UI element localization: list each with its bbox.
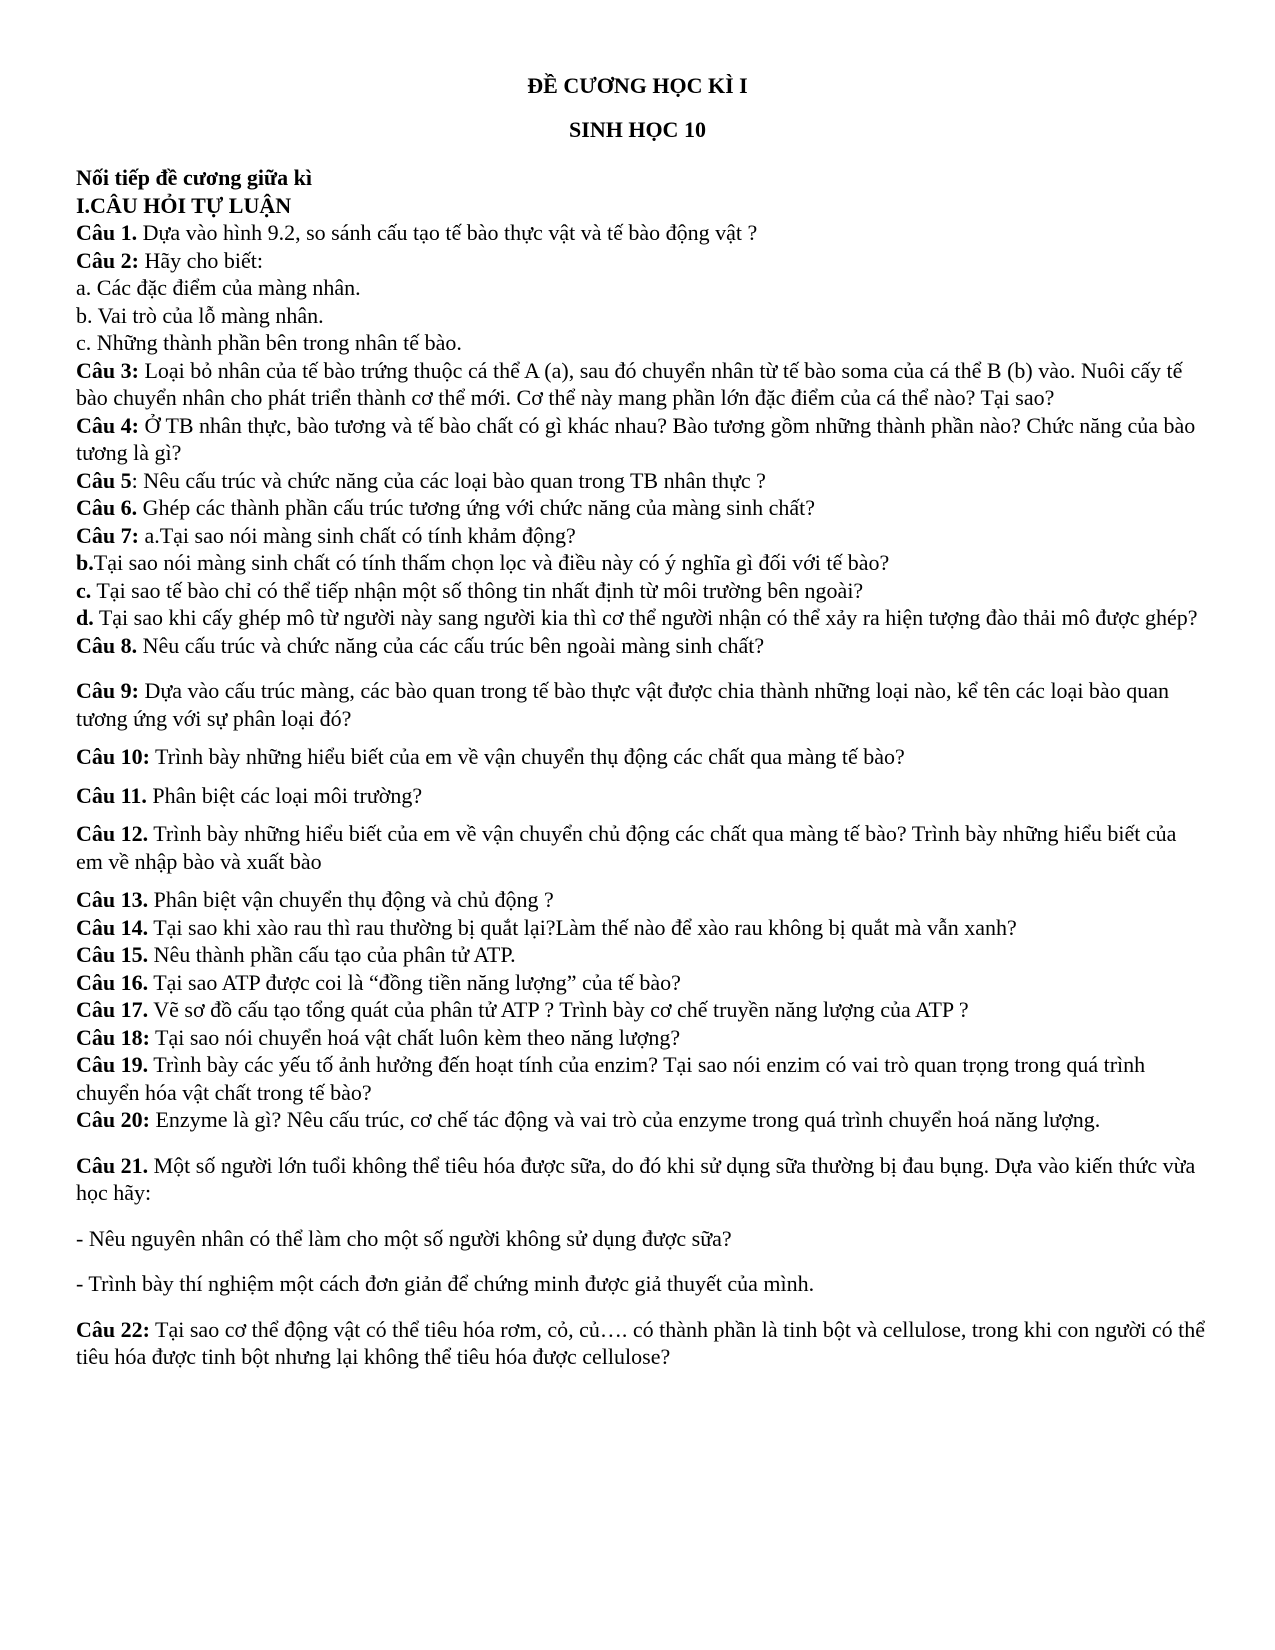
question-14: [76, 914, 1208, 942]
question-7-part-d: [76, 604, 1208, 632]
question-text: Trình bày các yếu tố ảnh hưởng đến hoạt tính của enzim? Tại sao nói enzim có vai trò quan trọng trong quá trình chuyển hóa vật chất trong tế bào?: [76, 1052, 1146, 1105]
question-7-part-b: [76, 549, 1208, 577]
question-15: [76, 941, 1208, 969]
question-13: [76, 886, 1208, 914]
part-text: Tại sao tế bào chỉ có thể tiếp nhận một số thông tin nhất định từ môi trường bên ngoài?: [91, 577, 864, 603]
question-label: Câu 19.: [76, 1052, 149, 1077]
question-text: Phân biệt các loại môi trường?: [146, 782, 423, 808]
question-label: Câu 9:: [76, 678, 139, 703]
question-text: Phân biệt vận chuyển thụ động và chủ động ?: [148, 887, 554, 912]
question-2: [76, 247, 1208, 275]
question-text: Nêu cấu trúc và chức năng của các cấu trúc bên ngoài màng sinh chất?: [137, 632, 765, 658]
question-label: Câu 17.: [76, 997, 149, 1022]
part-label: b.: [76, 550, 94, 575]
question-label: Câu 21.: [76, 1152, 149, 1178]
question-18: [76, 1024, 1208, 1052]
question-label: Câu 7:: [76, 522, 139, 548]
question-10: [76, 743, 1208, 771]
question-label: Câu 20:: [76, 1107, 150, 1132]
question-3: [76, 357, 1208, 412]
question-text: Dựa vào hình 9.2, so sánh cấu tạo tế bào thực vật và tế bào động vật ?: [137, 220, 758, 245]
document-subtitle: SINH HỌC 10: [569, 117, 706, 142]
question-1: [76, 219, 1208, 247]
question-text: Dựa vào cấu trúc màng, các bào quan trong tế bào thực vật được chia thành những loại nào, kể tên các loại bào quan tương ứng với sự phân loại đó?: [76, 678, 1169, 731]
question-text: a.Tại sao nói màng sinh chất có tính khảm động?: [138, 522, 576, 548]
question-label: Câu 15.: [76, 942, 149, 967]
question-text: Tại sao nói chuyển hoá vật chất luôn kèm theo năng lượng?: [149, 1024, 681, 1050]
question-8: [76, 632, 1208, 660]
question-text: Tại sao ATP được coi là “đồng tiền năng lượng” của tế bào?: [148, 969, 681, 995]
question-label: Câu 2:: [76, 247, 139, 273]
question-5: [76, 467, 1208, 495]
question-12: [76, 820, 1208, 875]
question-19: [76, 1051, 1208, 1106]
question-22: [76, 1316, 1208, 1371]
question-text: Ghép các thành phần cấu trúc tương ứng với chức năng của màng sinh chất?: [137, 495, 815, 520]
question-text: Nêu thành phần cấu tạo của phân tử ATP.: [148, 942, 516, 967]
question-label: Câu 10:: [76, 744, 150, 769]
question-label: Câu 18:: [76, 1024, 150, 1050]
question-label: Câu 1.: [76, 220, 138, 245]
question-7: [76, 522, 1208, 550]
question-label: Câu 14.: [76, 914, 149, 940]
question-text: Loại bỏ nhân của tế bào trứng thuộc cá thể A (a), sau đó chuyển nhân từ tế bào soma của cá thể B (b) vào. Nuôi cấy tế bào chuyển nhân cho phát triển thành cơ thể mới. Cơ thể này mang phần lớn đặc điểm của cá thể nào? Tại sao?: [76, 357, 1183, 410]
question-2-part-a: a. Các đặc điểm của màng nhân.: [76, 275, 361, 300]
question-2-part-c: c. Những thành phần bên trong nhân tế bào.: [76, 330, 462, 355]
document-body: [76, 164, 1208, 1371]
question-21-point-2: - Trình bày thí nghiệm một cách đơn giản để chứng minh được giả thuyết của mình.: [76, 1271, 815, 1296]
question-label: Câu 8.: [76, 632, 138, 658]
part-text: Tại sao khi cấy ghép mô từ người này sang người kia thì cơ thể người nhận có thể xảy ra hiện tượng đào thải mô được ghép?: [93, 605, 1198, 630]
part-text: Tại sao nói màng sinh chất có tính thấm chọn lọc và điều này có ý nghĩa gì đối với tế bào?: [93, 550, 890, 575]
question-text: Tại sao cơ thể động vật có thể tiêu hóa rơm, cỏ, củ…. có thành phần là tinh bột và cellulose, trong khi con người có thể tiêu hóa được tinh bột nhưng lại không thể tiêu hóa được cellulose?: [76, 1316, 1206, 1369]
question-2-part-b: b. Vai trò của lỗ màng nhân.: [76, 302, 324, 328]
question-label: Câu 3:: [76, 357, 139, 383]
question-label: Câu 5: [76, 467, 132, 493]
part-label: c.: [76, 577, 92, 603]
question-label: Câu 4:: [76, 412, 139, 438]
question-text: Vẽ sơ đồ cấu tạo tổng quát của phân tử ATP ? Trình bày cơ chế truyền năng lượng của ATP ?: [148, 997, 969, 1022]
question-label: Câu 6.: [76, 495, 138, 520]
question-label: Câu 11.: [76, 782, 147, 808]
question-text: Enzyme là gì? Nêu cấu trúc, cơ chế tác động và vai trò của enzyme trong quá trình chuyển hoá năng lượng.: [149, 1107, 1101, 1132]
document-title: ĐỀ CƯƠNG HỌC KÌ I: [527, 73, 748, 98]
question-label: Câu 16.: [76, 969, 149, 995]
question-21: [76, 1152, 1208, 1207]
question-label: Câu 12.: [76, 821, 149, 846]
part-label: d.: [76, 605, 94, 630]
question-4: [76, 412, 1208, 467]
question-7-part-c: [76, 577, 1208, 605]
question-text: : Nêu cấu trúc và chức năng của các loại bào quan trong TB nhân thực ?: [131, 467, 766, 493]
question-text: Hãy cho biết:: [138, 247, 263, 273]
question-16: [76, 969, 1208, 997]
question-label: Câu 22:: [76, 1316, 150, 1342]
question-text: Một số người lớn tuổi không thể tiêu hóa được sữa, do đó khi sử dụng sữa thường bị đau bụng. Dựa vào kiến thức vừa học hãy:: [76, 1152, 1196, 1205]
question-6: [76, 494, 1208, 522]
question-text: Trình bày những hiểu biết của em về vận chuyển thụ động các chất qua màng tế bào?: [149, 744, 905, 769]
question-17: [76, 996, 1208, 1024]
question-9: [76, 677, 1208, 732]
section-heading: I.CÂU HỎI TỰ LUẬN: [76, 192, 292, 218]
question-text: Tại sao khi xào rau thì rau thường bị quắt lại?Làm thế nào để xào rau không bị quắt mà vẫn xanh?: [148, 914, 1017, 940]
question-label: Câu 13.: [76, 887, 149, 912]
question-21-point-1: - Nêu nguyên nhân có thể làm cho một số người không sử dụng được sữa?: [76, 1225, 732, 1251]
question-11: [76, 782, 1208, 810]
question-text: Trình bày những hiểu biết của em về vận chuyển chủ động các chất qua màng tế bào? Trình bày những hiểu biết của em về nhập bào và xuất bào: [76, 821, 1177, 874]
section-intro: Nối tiếp đề cương giữa kì: [76, 165, 312, 190]
question-20: [76, 1106, 1208, 1134]
question-text: Ở TB nhân thực, bào tương và tế bào chất có gì khác nhau? Bào tương gồm những thành phần nào? Chức năng của bào tương là gì?: [76, 412, 1196, 465]
